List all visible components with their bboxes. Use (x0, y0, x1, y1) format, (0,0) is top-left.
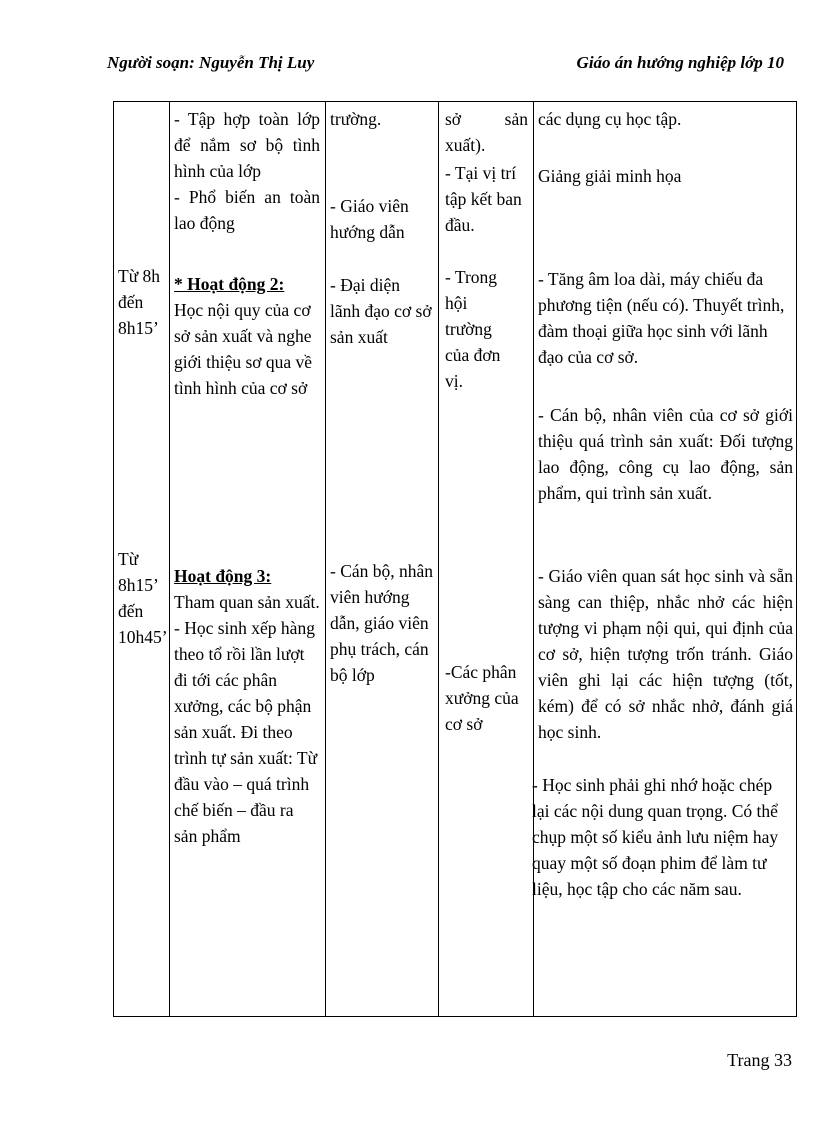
activity2-heading: * Hoạt động 2: (174, 274, 285, 294)
document-title-header: Giáo án hướng nghiệp lớp 10 (576, 53, 784, 72)
method-text-b: Giảng giải minh họa (538, 166, 682, 186)
person-text-c: - Đại diện lãnh đạo cơ sở sản xuất (330, 275, 432, 347)
activity-safety-text: - Phổ biến an toàn lao động (174, 187, 320, 233)
activity-cell-row1 (174, 106, 320, 236)
activity2-body: Học nội quy của cơ sở sản xuất và nghe giới thiệu sơ qua về tình hình của cơ sở (174, 300, 313, 398)
method-text-a: các dụng cụ học tập. (538, 109, 682, 129)
activity3-heading: Hoạt động 3: (174, 566, 272, 586)
column-divider (438, 102, 439, 1016)
activity-gather-text: - Tập hợp toàn lớp để nắm sơ bộ tình hình của lớp (174, 109, 320, 181)
method-text-row2-a: - Giáo viên quan sát học sinh và sẵn sàng can thiệp, nhắc nhở các hiện tượng vi phạm nội qui, qui định của cơ sở, hiện tượng trốn tránh. Giáo viên ghi lại các hiện tượng (tốt, kém) để có sở nhắc nhở, đánh giá học sinh. (538, 566, 793, 742)
time-cell-row1: Từ 8h đến 8h15’ (118, 266, 161, 338)
method-text-d: - Cán bộ, nhân viên của cơ sở giới thiệu quá trình sản xuất: Đối tượng lao động, công cụ lao động, sản phẩm, qui trình sản xuất. (538, 405, 793, 503)
activity2-cell (174, 271, 320, 401)
time-cell-row2: Từ 8h15’ đến 10h45’ (118, 549, 168, 647)
method-text-c: - Tăng âm loa dài, máy chiếu đa phương tiện (nếu có). Thuyết trình, đàm thoại giữa học sinh với lãnh đạo của cơ sở. (538, 269, 785, 367)
place-text-c: - Trong hội trường của đơn vị. (445, 267, 501, 391)
activity3-text-a: Tham quan sản xuất. (174, 592, 320, 612)
person-text-row2: - Cán bộ, nhân viên hướng dẫn, giáo viên phụ trách, cán bộ lớp (330, 561, 434, 685)
person-text-a: trường. (330, 109, 382, 129)
place-text-a: sở sản xuất). (445, 109, 528, 155)
activity3-text-b: - Học sinh xếp hàng theo tổ rồi lần lượt đi tới các phân xưởng, các bộ phận sản xuất. Đi theo trình tự sản xuất: Từ đầu vào – quá trình chế biến – đầu ra sản phẩm (174, 618, 318, 846)
activity3-cell (174, 563, 320, 849)
author-header: Người soạn: Nguyễn Thị Luy (107, 53, 315, 72)
column-divider (169, 102, 170, 1016)
column-divider (325, 102, 326, 1016)
place-text-row2: -Các phân xưởng của cơ sở (445, 662, 519, 734)
place-text-b: - Tại vị trí tập kết ban đầu. (445, 163, 522, 235)
person-text-b: - Giáo viên hướng dẫn (330, 196, 409, 242)
page-number: Trang 33 (727, 1050, 792, 1070)
method-text-row2-b: - Học sinh phải ghi nhớ hoặc chép lại các nội dung quan trọng. Có thể chụp một số kiểu ảnh lưu niệm hay quay một số đoạn phim để làm tư liệu, học tập cho các năm sau. (532, 775, 779, 899)
